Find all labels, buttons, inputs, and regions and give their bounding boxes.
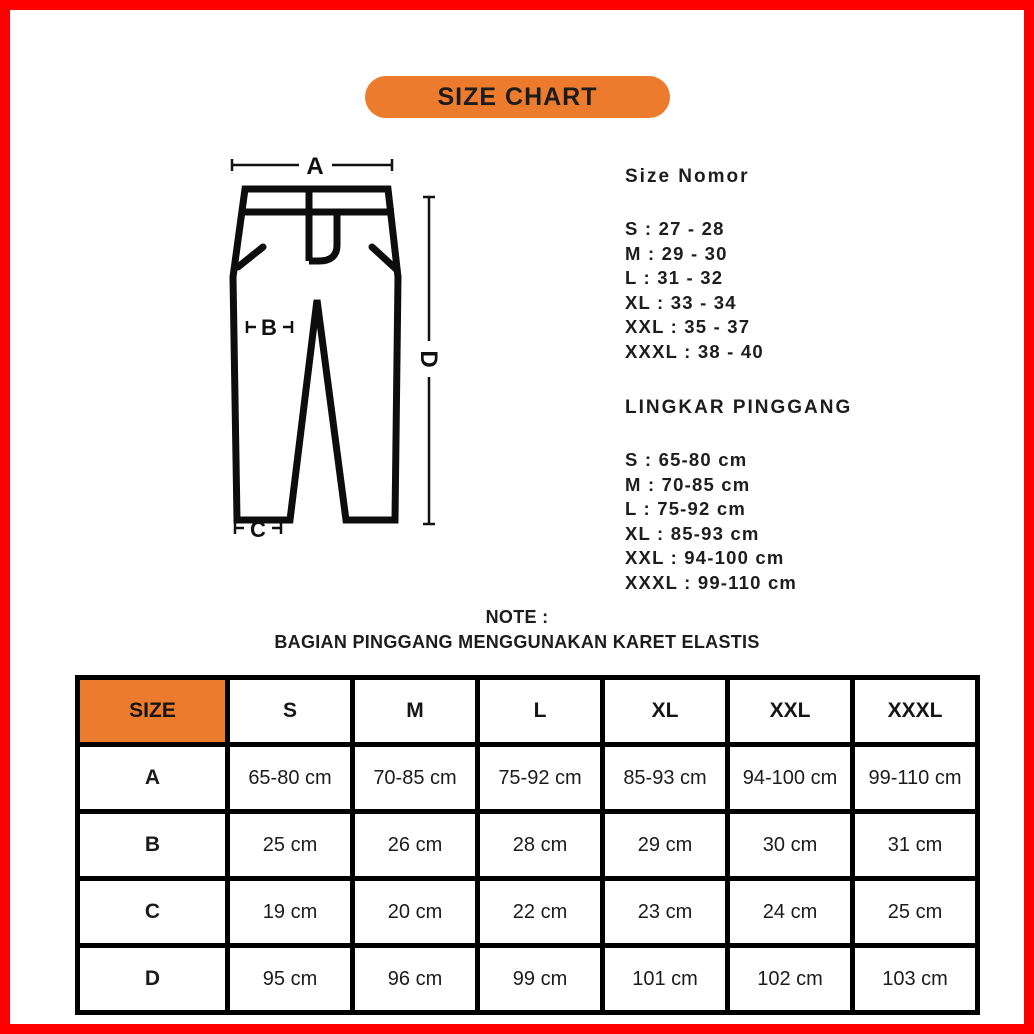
lingkar-pinggang-item: M : 70-85 cm bbox=[625, 473, 751, 495]
table-header-xxl: XXL bbox=[728, 678, 853, 745]
table-header-l: L bbox=[478, 678, 603, 745]
table-cell: 19 cm bbox=[228, 879, 353, 946]
table-header-m: M bbox=[353, 678, 478, 745]
lingkar-pinggang-item: XXL : 94-100 cm bbox=[625, 547, 785, 568]
note-title: NOTE : bbox=[485, 607, 549, 627]
table-header-xxxl: XXXL bbox=[853, 678, 978, 745]
size-nomor-list bbox=[625, 217, 764, 364]
measurement-label-c: C bbox=[250, 517, 266, 542]
table-cell: 102 cm bbox=[728, 946, 853, 1013]
table-cell: 25 cm bbox=[228, 812, 353, 879]
table-cell: 103 cm bbox=[853, 946, 978, 1013]
table-cell: 28 cm bbox=[478, 812, 603, 879]
table-row-b bbox=[78, 812, 978, 879]
table-header-row bbox=[78, 678, 978, 745]
measurement-label-b: B bbox=[261, 315, 277, 340]
table-cell: 31 cm bbox=[853, 812, 978, 879]
measurement-label-d: D bbox=[415, 350, 442, 368]
table-cell: 29 cm bbox=[603, 812, 728, 879]
note-text: BAGIAN PINGGANG MENGGUNAKAN KARET ELASTIS bbox=[274, 632, 760, 652]
left-pocket-line bbox=[238, 247, 263, 267]
size-table bbox=[75, 675, 980, 1015]
lingkar-pinggang-item: XXXL : 99-110 cm bbox=[625, 571, 798, 593]
size-nomor-item: XL : 33 - 34 bbox=[625, 291, 737, 313]
table-cell: 99 cm bbox=[478, 946, 603, 1013]
pants-measurement-diagram bbox=[213, 145, 471, 565]
row-label-b: B bbox=[78, 812, 228, 879]
table-header-size: SIZE bbox=[78, 678, 228, 745]
size-nomor-item: M : 29 - 30 bbox=[625, 242, 728, 264]
size-nomor-item: XXXL : 38 - 40 bbox=[625, 340, 764, 362]
table-cell: 23 cm bbox=[603, 879, 728, 946]
table-cell: 24 cm bbox=[728, 879, 853, 946]
row-label-d: D bbox=[78, 946, 228, 1013]
table-cell: 26 cm bbox=[353, 812, 478, 879]
size-chart-title-badge bbox=[365, 76, 670, 118]
table-cell: 94-100 cm bbox=[728, 745, 853, 812]
pants-outline bbox=[233, 189, 398, 520]
table-cell: 20 cm bbox=[353, 879, 478, 946]
row-label-c: C bbox=[78, 879, 228, 946]
table-cell: 30 cm bbox=[728, 812, 853, 879]
lingkar-pinggang-item: S : 65-80 cm bbox=[625, 449, 748, 470]
table-cell: 99-110 cm bbox=[853, 745, 978, 812]
lingkar-pinggang-heading: LINGKAR PINGGANG bbox=[625, 397, 853, 418]
size-nomor-item: S : 27 - 28 bbox=[625, 218, 725, 239]
lingkar-pinggang-item: L : 75-92 cm bbox=[625, 498, 747, 519]
row-label-a: A bbox=[78, 745, 228, 812]
table-cell: 65-80 cm bbox=[228, 745, 353, 812]
table-cell: 22 cm bbox=[478, 879, 603, 946]
table-row-a bbox=[78, 745, 978, 812]
table-cell: 25 cm bbox=[853, 879, 978, 946]
table-cell: 101 cm bbox=[603, 946, 728, 1013]
table-cell: 70-85 cm bbox=[353, 745, 478, 812]
size-nomor-item: XXL : 35 - 37 bbox=[625, 316, 751, 337]
table-cell: 95 cm bbox=[228, 946, 353, 1013]
table-header-s: S bbox=[228, 678, 353, 745]
lingkar-pinggang-item: XL : 85-93 cm bbox=[625, 522, 760, 544]
table-cell: 96 cm bbox=[353, 946, 478, 1013]
measurement-label-a: A bbox=[306, 153, 324, 180]
fly-j-stitch-line bbox=[309, 212, 337, 261]
size-nomor-heading: Size Nomor bbox=[625, 166, 750, 187]
table-cell: 85-93 cm bbox=[603, 745, 728, 812]
lingkar-pinggang-list bbox=[625, 448, 797, 595]
size-nomor-item: L : 31 - 32 bbox=[625, 267, 724, 288]
table-row-c bbox=[78, 879, 978, 946]
page-title: SIZE CHART bbox=[437, 82, 598, 111]
table-header-xl: XL bbox=[603, 678, 728, 745]
table-row-d bbox=[78, 946, 978, 1013]
note-block bbox=[0, 605, 1034, 655]
table-cell: 75-92 cm bbox=[478, 745, 603, 812]
